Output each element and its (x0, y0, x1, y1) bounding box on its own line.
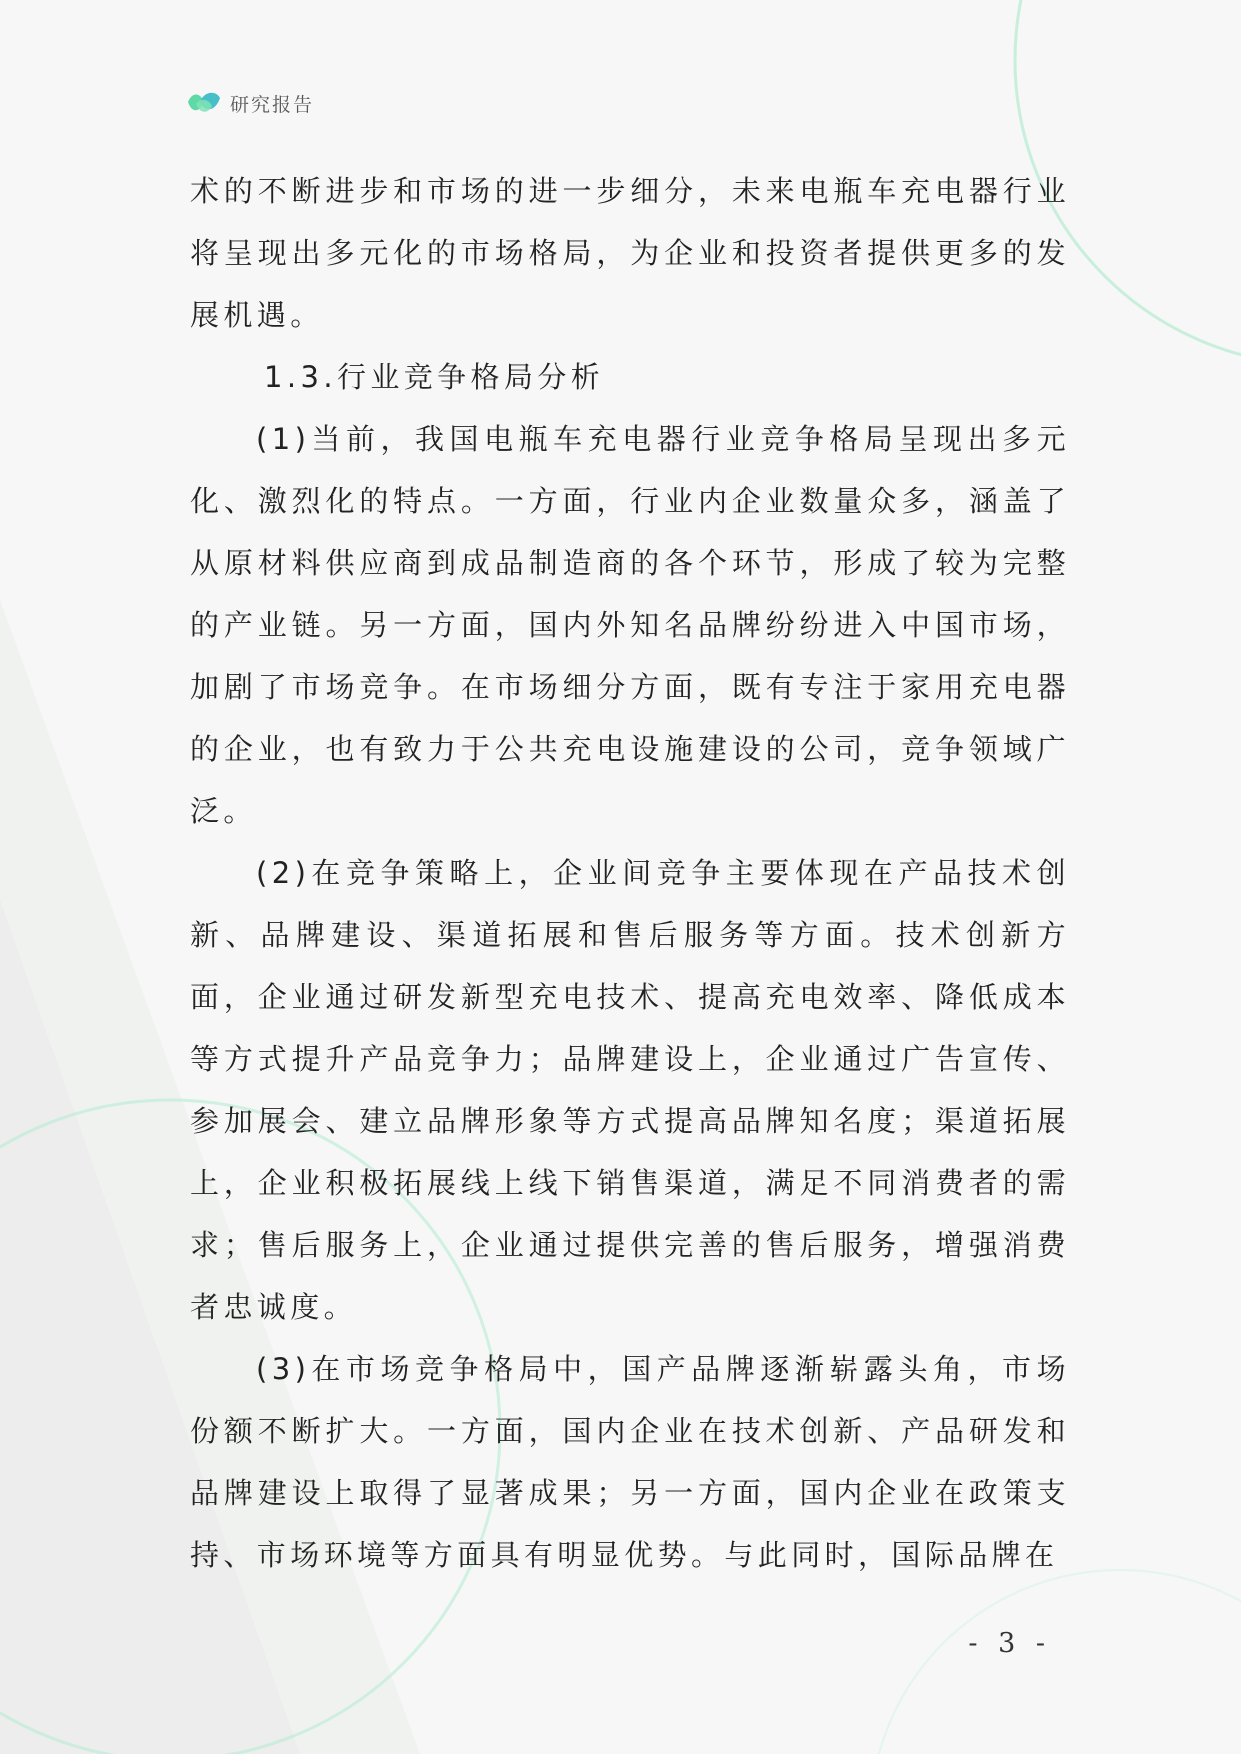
paragraph-2: (2)在竞争策略上，企业间竞争主要体现在产品技术创新、品牌建设、渠道拓展和售后服务等方面。技术创新方面，企业通过研发新型充电技术、提高充电效率、降低成本等方式提升产品竞争力；品牌建设上，企业通过广告宣传、参加展会、建立品牌形象等方式提高品牌知名度；渠道拓展上，企业积极拓展线上线下销售渠道，满足不同消费者的需求；售后服务上，企业通过提供完善的售后服务，增强消费者忠诚度。 (190, 856, 1070, 1324)
report-header (186, 88, 314, 118)
header-title: 研究报告 (230, 93, 315, 116)
brand-logo-icon (186, 88, 222, 118)
section-heading: 1.3.行业竞争格局分析 (264, 360, 605, 394)
paragraph-continuation: 术的不断进步和市场的进一步细分，未来电瓶车充电器行业将呈现出多元化的市场格局，为企业和投资者提供更多的发展机遇。 (190, 174, 1070, 332)
document-body (190, 160, 1070, 1586)
page-number: - 3 - (968, 1628, 1051, 1659)
paragraph-1: (1)当前，我国电瓶车充电器行业竞争格局呈现出多元化、激烈化的特点。一方面，行业内企业数量众多，涵盖了从原材料供应商到成品制造商的各个环节，形成了较为完整的产业链。另一方面，国内外知名品牌纷纷进入中国市场，加剧了市场竞争。在市场细分方面，既有专注于家用充电器的企业，也有致力于公共充电设施建设的公司，竞争领域广泛。 (190, 422, 1070, 828)
paragraph-3: (3)在市场竞争格局中，国产品牌逐渐崭露头角，市场份额不断扩大。一方面，国内企业在技术创新、产品研发和品牌建设上取得了显著成果；另一方面，国内企业在政策支持、市场环境等方面具有明显优势。与此同时，国际品牌在 (190, 1352, 1070, 1572)
